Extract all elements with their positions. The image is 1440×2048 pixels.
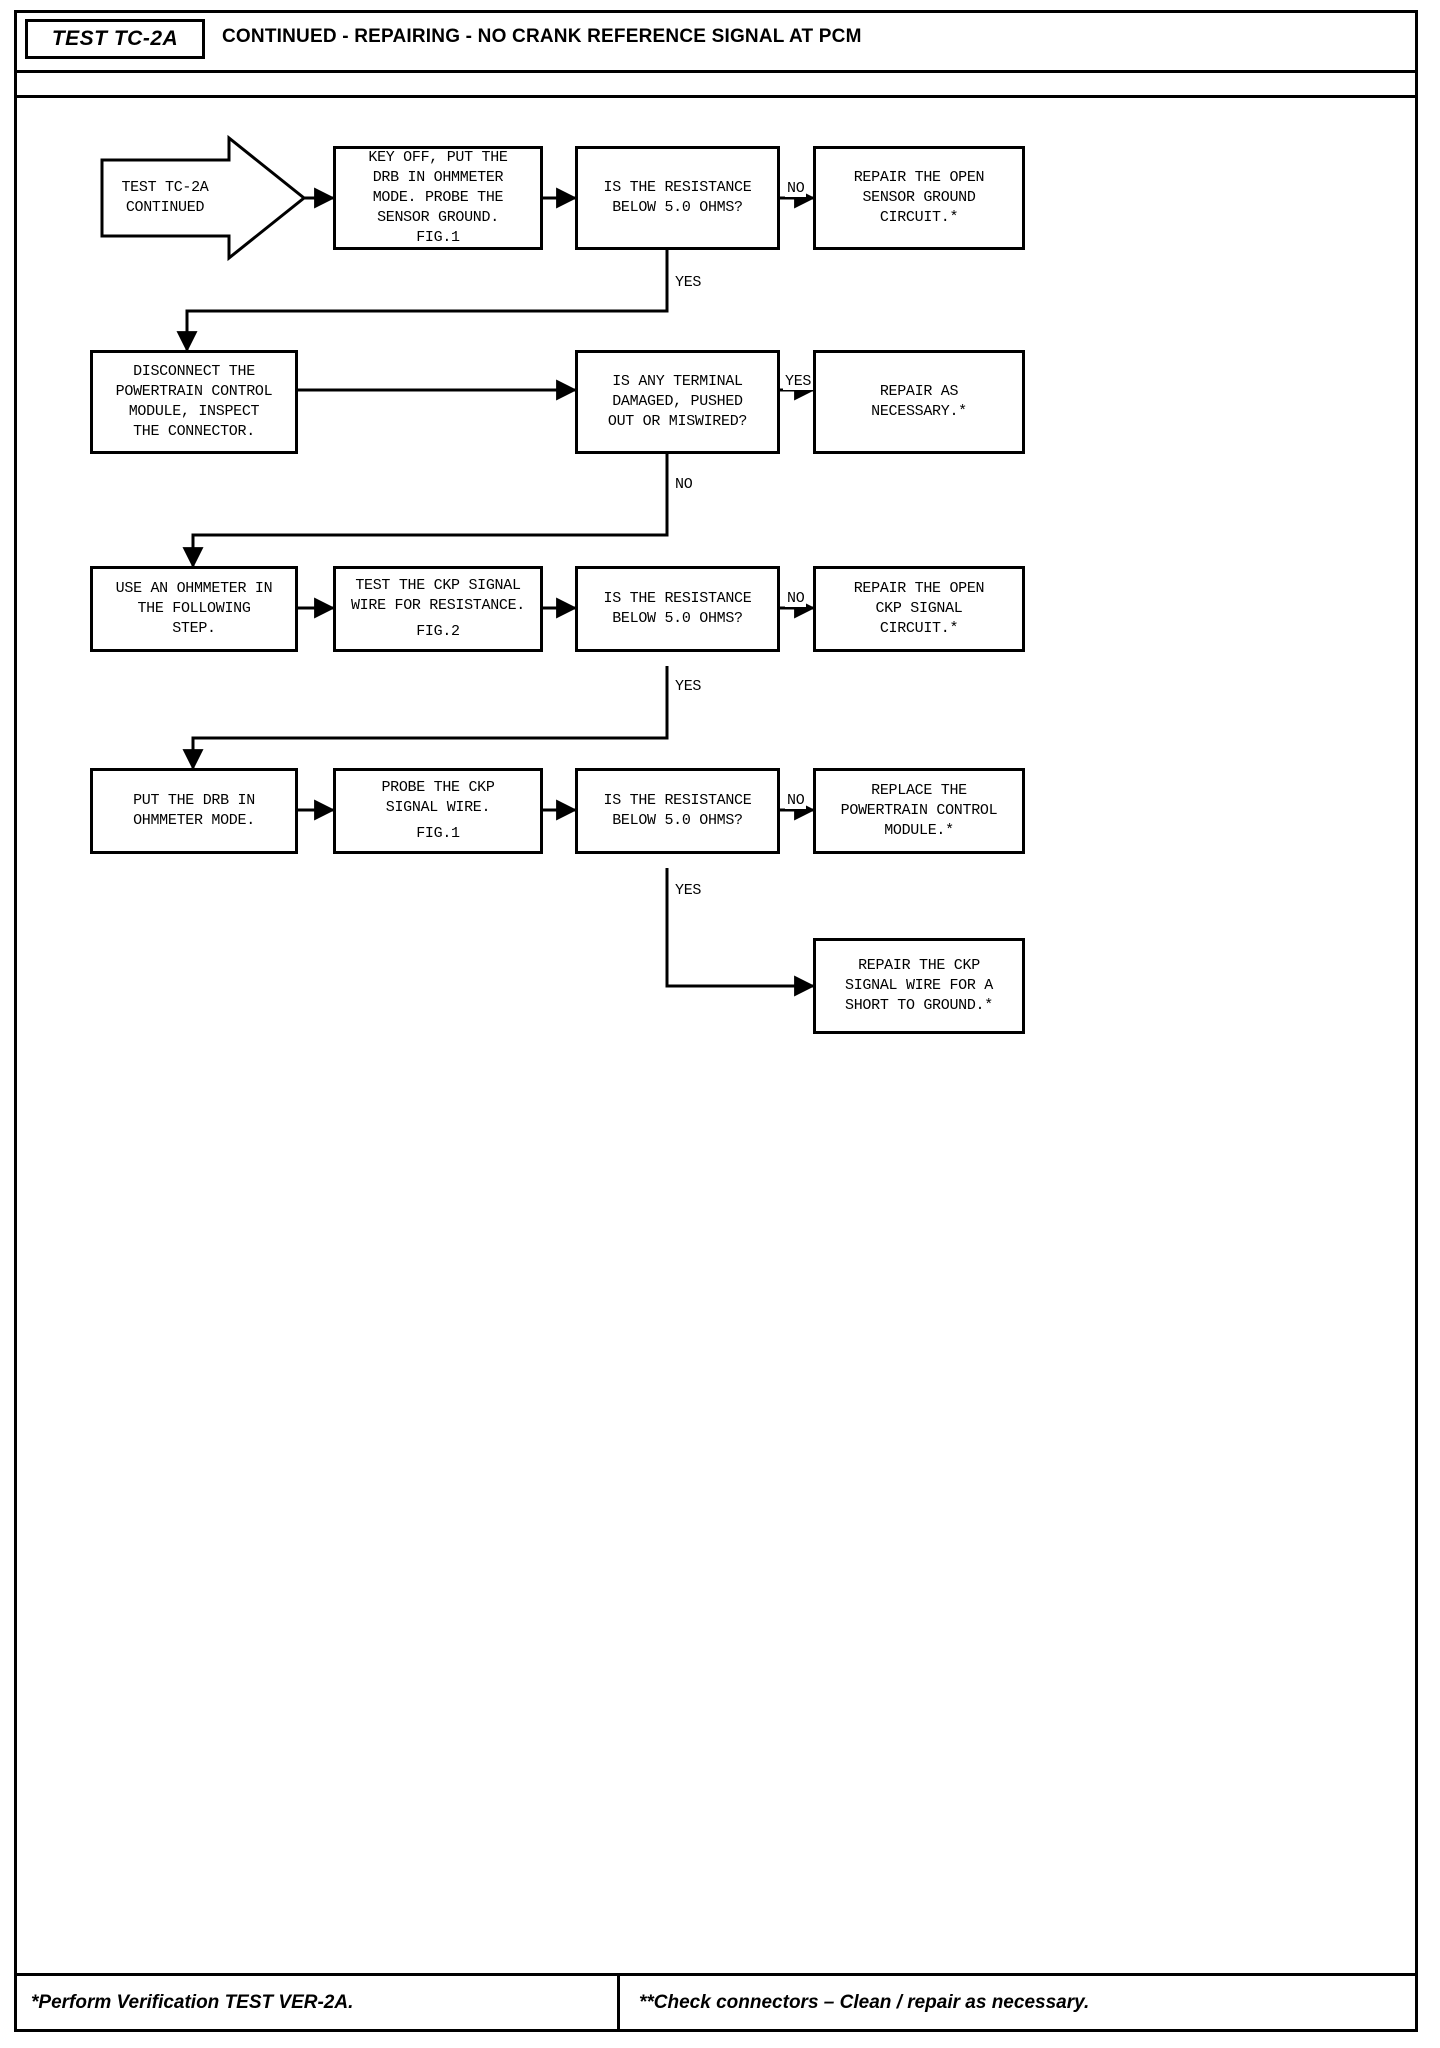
- node-repair-open-ckp-signal-circuit: [813, 566, 1025, 652]
- flowchart-canvas: [17, 98, 1415, 1943]
- node-test-ckp-signal-wire-resistance: [333, 566, 543, 652]
- node-line: MODE. PROBE THE: [372, 189, 504, 206]
- node-decision-resistance-below-5-ohms-1: [575, 146, 780, 250]
- node-line: BELOW 5.0 OHMS?: [612, 812, 743, 829]
- node-line: SIGNAL WIRE.: [385, 799, 491, 816]
- node-line: BELOW 5.0 OHMS?: [612, 610, 743, 627]
- node-put-drb-in-ohmmeter-mode: [90, 768, 298, 854]
- edge-label-yes-2: YES: [785, 373, 812, 390]
- node-line: MODULE, INSPECT: [128, 403, 260, 420]
- page-title: CONTINUED - REPAIRING - NO CRANK REFERENCE SIGNAL AT PCM: [222, 26, 862, 47]
- node-line: DAMAGED, PUSHED: [612, 393, 743, 410]
- node-start-line1: TEST TC-2A: [121, 179, 209, 196]
- node-decision-resistance-below-5-ohms-2: [575, 566, 780, 652]
- edge-label-no-4: NO: [787, 792, 805, 809]
- node-line: OUT OR MISWIRED?: [607, 413, 748, 430]
- node-line: POWERTRAIN CONTROL: [115, 383, 273, 400]
- node-line: DISCONNECT THE: [133, 363, 255, 380]
- node-decision-terminal-damaged: [575, 350, 780, 454]
- node-repair-as-necessary: [813, 350, 1025, 454]
- edge-label-no-1: NO: [787, 180, 805, 197]
- node-line: PROBE THE CKP: [381, 779, 495, 796]
- node-line: REPAIR THE OPEN: [853, 580, 985, 597]
- page-frame: [14, 10, 1418, 2032]
- node-line: IS ANY TERMINAL: [612, 373, 743, 390]
- test-id-badge: [25, 19, 205, 59]
- node-use-ohmmeter-following-step: [90, 566, 298, 652]
- node-figure-ref: FIG.1: [416, 825, 460, 842]
- node-line: TEST THE CKP SIGNAL: [355, 577, 521, 594]
- node-line: IS THE RESISTANCE: [603, 590, 752, 607]
- test-id-label: TEST TC-2A: [51, 27, 179, 50]
- node-line: USE AN OHMMETER IN: [115, 580, 273, 597]
- edge-label-no-2: NO: [675, 476, 693, 493]
- node-key-off-probe-sensor-ground: [333, 146, 543, 250]
- node-line: PUT THE DRB IN: [133, 792, 255, 809]
- node-figure-ref: FIG.1: [416, 229, 460, 246]
- node-line: MODULE.*: [884, 822, 954, 839]
- page-header: [17, 13, 1415, 73]
- node-line: IS THE RESISTANCE: [603, 179, 752, 196]
- footer-connector-note: **Check connectors – Clean / repair as necessary.: [639, 1992, 1090, 2013]
- page-footer: [17, 1973, 1415, 2029]
- node-decision-resistance-below-5-ohms-3: [575, 768, 780, 854]
- node-line: SHORT TO GROUND.*: [845, 997, 993, 1014]
- node-start: [105, 170, 225, 226]
- node-line: POWERTRAIN CONTROL: [840, 802, 998, 819]
- node-line: THE FOLLOWING: [137, 600, 251, 617]
- node-repair-ckp-signal-wire-short-to-ground: [813, 938, 1025, 1034]
- node-line: NECESSARY.*: [871, 403, 967, 420]
- edge-label-no-3: NO: [787, 590, 805, 607]
- node-disconnect-pcm-inspect-connector: [90, 350, 298, 454]
- node-line: SIGNAL WIRE FOR A: [845, 977, 993, 994]
- node-start-line2: CONTINUED: [125, 199, 205, 216]
- node-line: SENSOR GROUND.: [377, 209, 499, 226]
- node-figure-ref: FIG.2: [416, 623, 460, 640]
- footer-divider: [617, 1976, 620, 2029]
- footer-verification-note: *Perform Verification TEST VER-2A.: [31, 1992, 354, 2013]
- edge-label-yes-4: YES: [675, 882, 702, 899]
- node-repair-open-sensor-ground-circuit: [813, 146, 1025, 250]
- node-line: OHMMETER MODE.: [133, 812, 255, 829]
- edge-label-yes-1: YES: [675, 274, 702, 291]
- node-line: SENSOR GROUND: [862, 189, 976, 206]
- node-line: KEY OFF, PUT THE: [368, 149, 508, 166]
- node-line: BELOW 5.0 OHMS?: [612, 199, 743, 216]
- node-line: STEP.: [172, 620, 216, 637]
- node-line: WIRE FOR RESISTANCE.: [350, 597, 526, 614]
- edge-label-yes-3: YES: [675, 678, 702, 695]
- node-line: CIRCUIT.*: [879, 209, 959, 226]
- node-line: THE CONNECTOR.: [133, 423, 255, 440]
- node-line: DRB IN OHMMETER: [372, 169, 504, 186]
- node-line: CKP SIGNAL: [875, 600, 963, 617]
- node-probe-ckp-signal-wire: [333, 768, 543, 854]
- node-line: REPAIR THE OPEN: [853, 169, 985, 186]
- node-line: REPLACE THE: [871, 782, 967, 799]
- node-line: REPAIR AS: [879, 383, 959, 400]
- node-line: IS THE RESISTANCE: [603, 792, 752, 809]
- node-replace-powertrain-control-module: [813, 768, 1025, 854]
- node-line: REPAIR THE CKP: [858, 957, 980, 974]
- node-line: CIRCUIT.*: [879, 620, 959, 637]
